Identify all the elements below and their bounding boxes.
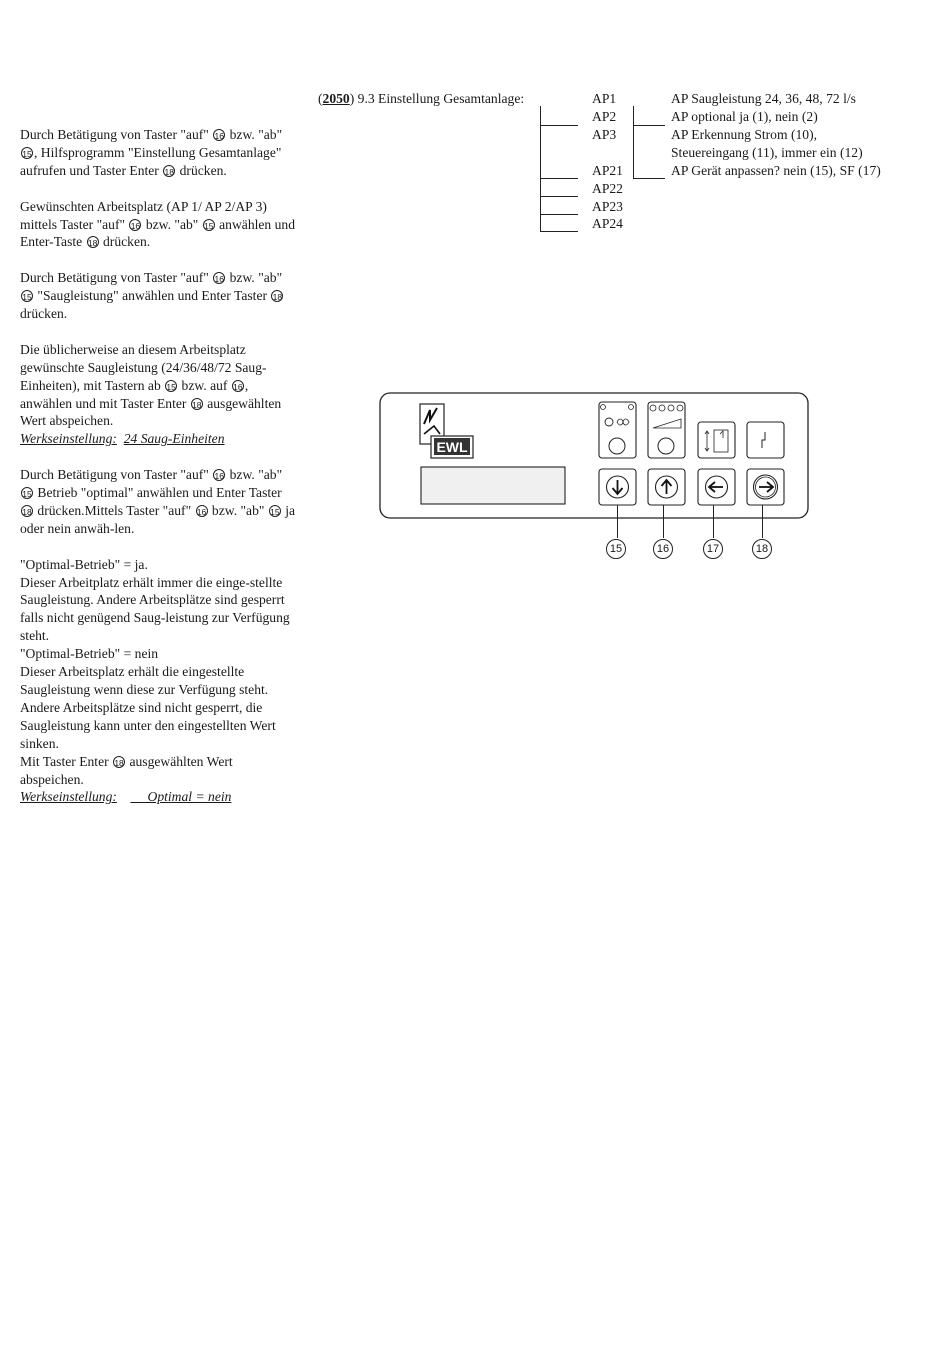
instruction-paragraph-1: Durch Betätigung von Taster "auf" 16 bzw. "ab" 15 , Hilfsprogramm "Einstellung Gesamtanlage" aufrufen und Taster Enter 18 drücken. [20,127,283,178]
desc-optional: AP optional ja (1), nein (2) [671,109,818,124]
up-button[interactable] [648,469,685,505]
fault-icon-key [747,422,784,458]
key-ref-18: 18 [164,166,174,177]
ap-item-ap1: AP1 [592,91,617,106]
key-ref-16: 16 [233,381,243,392]
instruction-paragraph-4: Die üblicherweise an diesem Arbeitsplatz gewünschte Saugleistung (24/36/48/72 Saug-Einheiten), mit Tastern ab 15 bzw. auf 16 , anwählen und mit Taster Enter 18 ausgewählten Wert abspeichen. Werkseinstellung: 24 Saug-Einheiten [20,341,282,447]
ap-item-ap3: AP3 [592,127,617,142]
key-ref-15: 15 [166,381,176,392]
key-ref-18: 18 [192,399,202,410]
logo-text: EWL [436,439,468,455]
instruction-paragraph-3: Durch Betätigung von Taster "auf" 16 bzw. "ab" 15 "Saugleistung" anwählen und Enter Taster 18 drücken. [20,270,283,322]
indicator-level-bar [648,402,685,458]
key-ref-15: 15 [22,292,32,303]
factory-setting-optimal: Werkseinstellung: Optimal = nein [20,789,232,805]
key-ref-18: 18 [114,757,124,768]
optimal-no-text: Dieser Arbeitsplatz erhält die eingestellte Saugleistung wenn diese zur Verfügung steht. Andere Arbeitsplätze sind nicht gesperrt, die Saugleistung kann unter den eingestellten Wert sinken. [20,664,276,751]
ap-item-ap22: AP22 [592,181,623,196]
key-ref-16: 16 [130,220,141,231]
key-ref-15: 15 [270,506,280,517]
desc-control-input: Steuereingang (11), immer ein (12) [671,145,863,160]
desc-detection: AP Erkennung Strom (10), [671,127,817,142]
key-ref-15: 15 [204,220,214,231]
instruction-paragraph-2: Gewünschten Arbeitsplatz (AP 1/ AP 2/AP 3) mittels Taster "auf" 16 bzw. "ab" 15 anwählen und Enter-Taste 18 drücken. [20,198,296,250]
key-ref-15: 15 [22,148,32,159]
callout-18: 18 [752,539,772,559]
callout-17: 17 [703,539,723,559]
enter-button[interactable] [747,469,784,505]
ap-item-ap2: AP2 [592,109,617,124]
ap-item-ap23: AP23 [592,199,623,214]
factory-setting-suction: Werkseinstellung: 24 Saug-Einheiten [20,431,225,447]
key-ref-18: 18 [87,238,98,249]
ap-item-ap21: AP21 [592,163,623,178]
filter-icon-key [698,422,735,458]
ap-item-ap24: AP24 [592,216,623,231]
control-panel-drawing [0,0,950,600]
instruction-paragraph-5: Durch Betätigung von Taster "auf" 16 bzw. "ab" 15 Betrieb "optimal" anwählen und Enter Taster 18 drücken.Mittels Taster "auf" 16 bzw. "ab" 15 ja oder nein anwäh-len. [20,467,296,536]
key-ref-15: 15 [22,489,32,500]
menu-code: 2050 [322,91,350,106]
down-button[interactable] [599,469,636,505]
back-button[interactable] [698,469,735,505]
desc-suction: AP Saugleistung 24, 36, 48, 72 l/s [671,91,856,106]
indicator-suction-optimal [599,402,636,458]
callout-16: 16 [653,539,673,559]
display-window [421,467,565,504]
optimal-yes-text: Dieser Arbeitplatz erhält immer die einge-stellte Saugleistung. Andere Arbeitsplätze sind gesperrt falls nicht genügend Saug-leistung zur Verfügung steht. [20,574,290,644]
menu-tree-title: (2050) 9.3 Einstellung Gesamtanlage: [318,91,525,106]
key-ref-18: 18 [22,506,32,517]
key-ref-18: 18 [272,292,283,303]
desc-device-adapt: AP Gerät anpassen? nein (15), SF (17) [671,163,881,178]
save-instruction: Mit Taster Enter 18 ausgewählten Wert abspeichen. [20,753,233,787]
optimal-no-heading: "Optimal-Betrieb" = nein [20,646,159,662]
key-ref-16: 16 [214,471,224,482]
optimal-yes-heading: "Optimal-Betrieb" = ja. [20,556,148,572]
callout-15: 15 [606,539,626,559]
key-ref-16: 16 [214,274,224,285]
key-ref-16: 16 [196,506,207,517]
key-ref-16: 16 [214,131,224,141]
